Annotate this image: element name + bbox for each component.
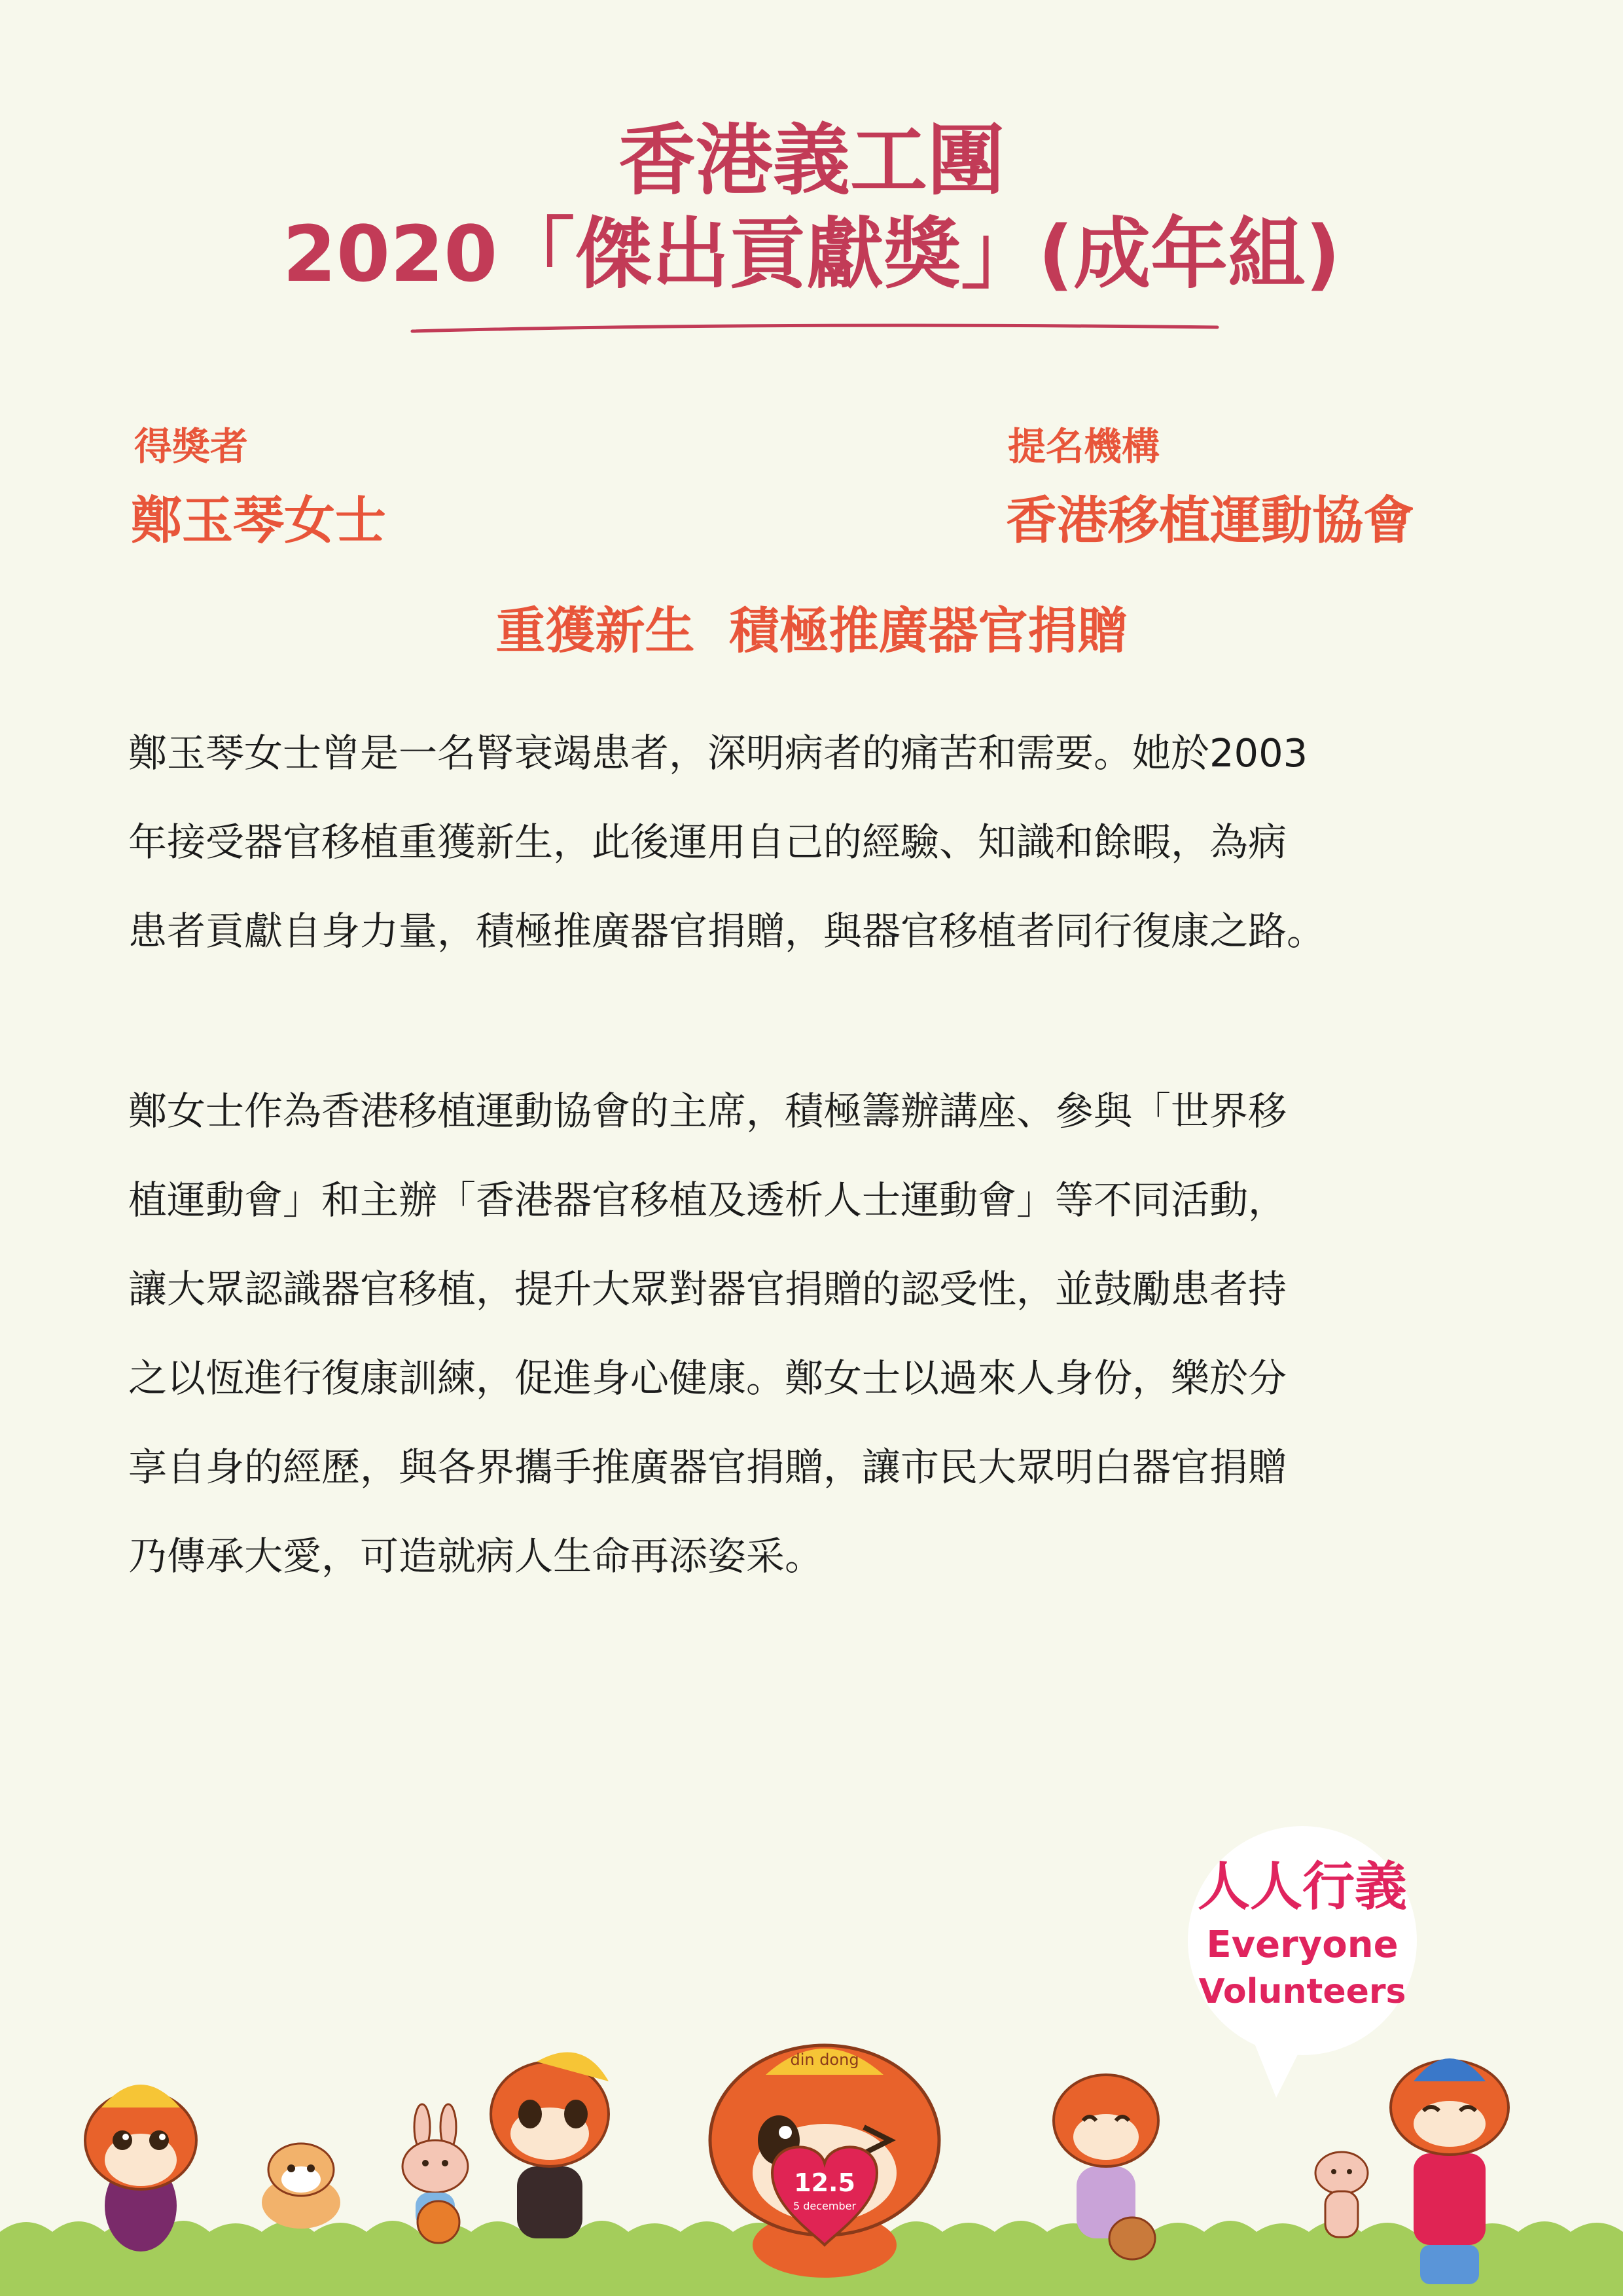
- nominator-label: 提名機構: [1008, 424, 1160, 469]
- headline: 重獲新生 積極推廣器官捐贈: [495, 601, 1128, 660]
- title-underline: [0, 319, 1623, 339]
- everyone-volunteers-logo: [1188, 1826, 1417, 2098]
- paragraph-line: 鄭女士作為香港移植運動協會的主席，積極籌辦講座、參與「世界移: [128, 1088, 1287, 1134]
- heart-subtext: 5 december: [793, 2200, 857, 2212]
- paragraph-line: 乃傳承大愛，可造就病人生命再添姿采。: [128, 1534, 824, 1579]
- paragraph-line: 之以恆進行復康訓練，促進身心健康。鄭女士以過來人身份，樂於分: [128, 1355, 1287, 1401]
- paragraph-line: 年接受器官移植重獲新生，此後運用自己的經驗、知識和餘暇，為病: [128, 819, 1287, 865]
- mascot-illustration: [0, 1806, 1623, 2296]
- logo-chinese: 人人行義: [1198, 1856, 1407, 1917]
- title-line-2: 2020「傑出貢獻獎」(成年組): [282, 209, 1341, 299]
- nominator-name: 香港移植運動協會: [1006, 492, 1415, 550]
- paragraph-line: 享自身的經歷，與各界攜手推廣器官捐贈，讓市民大眾明白器官捐贈: [128, 1444, 1287, 1490]
- cap-text: din dong: [790, 2051, 859, 2069]
- paragraph-line: 讓大眾認識器官移植，提升大眾對器官捐贈的認受性，並鼓勵患者持: [128, 1266, 1287, 1312]
- title-line-1: 香港義工團: [618, 115, 1005, 206]
- paragraph-line: 患者貢獻自身力量，積極推廣器官捐贈，與器官移植者同行復康之路。: [128, 908, 1326, 954]
- awardee-label: 得獎者: [134, 424, 249, 469]
- paragraph-2: [128, 1067, 1516, 1601]
- logo-english-2: Volunteers: [1198, 1972, 1406, 2011]
- paragraph-line: 鄭玉琴女士曾是一名腎衰竭患者，深明病者的痛苦和需要。她於2003: [128, 730, 1308, 776]
- paragraph-line: 植運動會」和主辦「香港器官移植及透析人士運動會」等不同活動，: [128, 1177, 1287, 1223]
- logo-english-1: Everyone: [1206, 1924, 1399, 1966]
- heart-text: 12.5: [794, 2168, 855, 2197]
- awardee-name: 鄭玉琴女士: [131, 492, 387, 550]
- dog-mascot: [262, 2144, 340, 2229]
- paragraph-1: [128, 709, 1516, 976]
